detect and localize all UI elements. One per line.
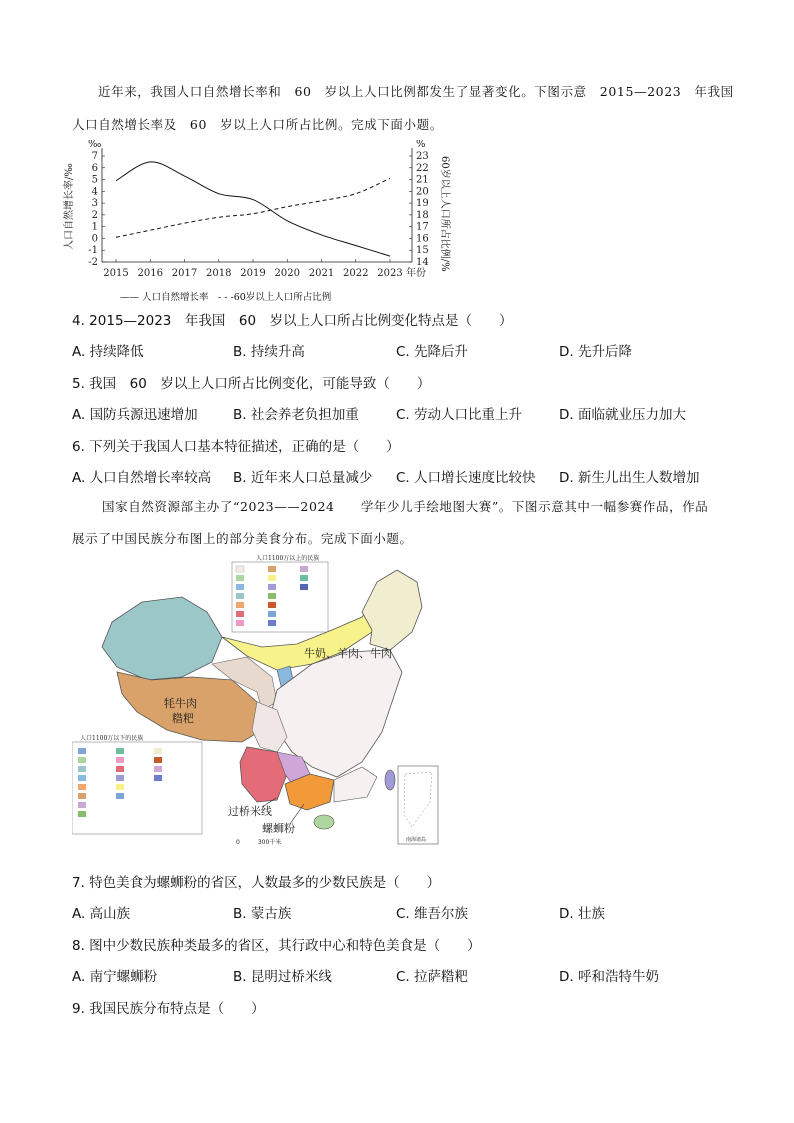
question-5-option-b[interactable]: B. 社会养老负担加重: [233, 407, 359, 423]
question-6-option-d[interactable]: D. 新生儿出生人数增加: [559, 470, 700, 486]
chart-legend: —— 人口自然增长率 - - -60岁以上人口所占比例: [120, 292, 332, 303]
y-left-unit: ‰: [88, 140, 102, 150]
y-right-tick-label: 15: [416, 245, 429, 257]
map-scale: 0 300千米: [236, 839, 282, 846]
y-right-tick-label: 19: [416, 198, 429, 210]
y-right-axis-title: 60岁以上人口所占比例/%: [439, 156, 450, 272]
y-left-axis-title: 人口自然增长率/‰: [64, 163, 75, 250]
question-6-option-a[interactable]: A. 人口自然增长率较高: [72, 470, 212, 486]
y-right-tick-label: 21: [416, 174, 429, 186]
label-guangxi-food: 螺蛳粉: [262, 822, 295, 835]
question-4-stem: 4. 2015—2023 年我国 60 岁以上人口所占比例变化特点是（ ）: [72, 313, 513, 329]
south-sea-label: 南海诸岛: [406, 837, 427, 843]
y-left-tick-label: 7: [91, 151, 98, 162]
intro-paragraph-1-line-1: 近年来，我国人口自然增长率和 60 岁以上人口比例都发生了显著变化。下图示意 2015—2023 年我国: [98, 84, 734, 99]
y-left-tick-label: 2: [91, 209, 98, 221]
population-line-chart: [60, 140, 480, 310]
label-inner-mongolia-food: 牛奶、羊肉、牛肉: [304, 647, 392, 660]
question-4-option-d[interactable]: D. 先升后降: [559, 344, 632, 360]
y-left-tick-label: -2: [88, 257, 98, 268]
china-map-drawing: [72, 552, 442, 848]
x-tick-label: 2017: [171, 268, 198, 279]
y-left-tick-label: -1: [88, 245, 98, 257]
question-7-option-c[interactable]: C. 维吾尔族: [396, 906, 469, 922]
question-4-option-b[interactable]: B. 持续升高: [233, 344, 305, 360]
y-left-tick-label: 3: [91, 198, 98, 210]
y-left-tick-label: 1: [91, 221, 98, 233]
x-tick-label: 2023: [377, 268, 403, 279]
x-tick-label: 2022: [343, 268, 369, 279]
question-8-option-c[interactable]: C. 拉萨糌粑: [396, 969, 469, 985]
series-line-elderly-share: [116, 178, 390, 237]
x-tick-label: 2020: [274, 268, 300, 279]
question-6-stem: 6. 下列关于我国人口基本特征描述，正确的是（ ）: [72, 439, 400, 455]
x-axis-unit: 年份: [406, 268, 426, 279]
question-5-option-a[interactable]: A. 国防兵源迅速增加: [72, 407, 198, 423]
question-8-stem: 8. 图中少数民族种类最多的省区，其行政中心和特色美食是（ ）: [72, 938, 481, 954]
y-right-tick-label: 16: [416, 233, 429, 245]
question-7-option-d[interactable]: D. 壮族: [559, 906, 605, 922]
x-tick-label: 2021: [308, 268, 335, 279]
intro-paragraph-2-line-2: 展示了中国民族分布图上的部分美食分布。完成下面小题。: [72, 531, 413, 546]
y-left-tick-label: 4: [91, 186, 98, 198]
legend-top-title: 人口1100万以上的民族: [256, 555, 320, 562]
question-4-option-a[interactable]: A. 持续降低: [72, 344, 144, 360]
x-tick-label: 2015: [103, 268, 129, 279]
x-tick-label: 2018: [206, 268, 232, 279]
label-tibet-food-2: 糌粑: [172, 712, 194, 725]
question-8-option-d[interactable]: D. 呼和浩特牛奶: [559, 969, 659, 985]
legend-bottom-title: 人口1100万以下的民族: [80, 735, 144, 742]
question-6-option-b[interactable]: B. 近年来人口总量减少: [233, 470, 373, 486]
y-right-unit: %: [416, 140, 426, 150]
y-left-tick-label: 6: [91, 162, 98, 174]
question-8-option-b[interactable]: B. 昆明过桥米线: [233, 969, 332, 985]
question-7-option-b[interactable]: B. 蒙古族: [233, 906, 292, 922]
intro-paragraph-1-line-2: 人口自然增长率及 60 岁以上人口所占比例。完成下面小题。: [72, 117, 443, 132]
question-9-stem: 9. 我国民族分布特点是（ ）: [72, 1001, 265, 1017]
ethnic-food-map: [72, 552, 442, 848]
x-tick-label: 2019: [240, 268, 266, 279]
question-5-stem: 5. 我国 60 岁以上人口所占比例变化，可能导致（ ）: [72, 376, 431, 392]
label-yunnan-food: 过桥米线: [228, 805, 272, 818]
label-tibet-food-1: 牦牛肉: [164, 697, 197, 710]
y-left-tick-label: 0: [91, 233, 98, 245]
question-6-option-c[interactable]: C. 人口增长速度比较快: [396, 470, 536, 486]
question-5-option-d[interactable]: D. 面临就业压力加大: [559, 407, 686, 423]
x-tick-label: 2016: [137, 268, 163, 279]
question-4-option-c[interactable]: C. 先降后升: [396, 344, 469, 360]
y-right-tick-label: 23: [416, 151, 429, 162]
question-8-option-a[interactable]: A. 南宁螺蛳粉: [72, 969, 158, 985]
y-right-tick-label: 17: [416, 221, 429, 233]
y-right-tick-label: 20: [416, 186, 429, 198]
series-line-natural-growth-rate: [116, 162, 390, 256]
y-right-tick-label: 14: [416, 257, 429, 268]
question-7-stem: 7. 特色美食为螺蛳粉的省区，人数最多的少数民族是（ ）: [72, 875, 441, 891]
intro-paragraph-2-line-1: 国家自然资源部主办了“2023——2024 学年少儿手绘地图大赛”。下图示意其中一幅参赛作品，作品: [102, 499, 709, 514]
y-right-tick-label: 18: [416, 209, 429, 221]
y-left-tick-label: 5: [91, 174, 98, 186]
question-5-option-c[interactable]: C. 劳动人口比重上升: [396, 407, 523, 423]
y-right-tick-label: 22: [416, 162, 429, 174]
question-7-option-a[interactable]: A. 高山族: [72, 906, 131, 922]
